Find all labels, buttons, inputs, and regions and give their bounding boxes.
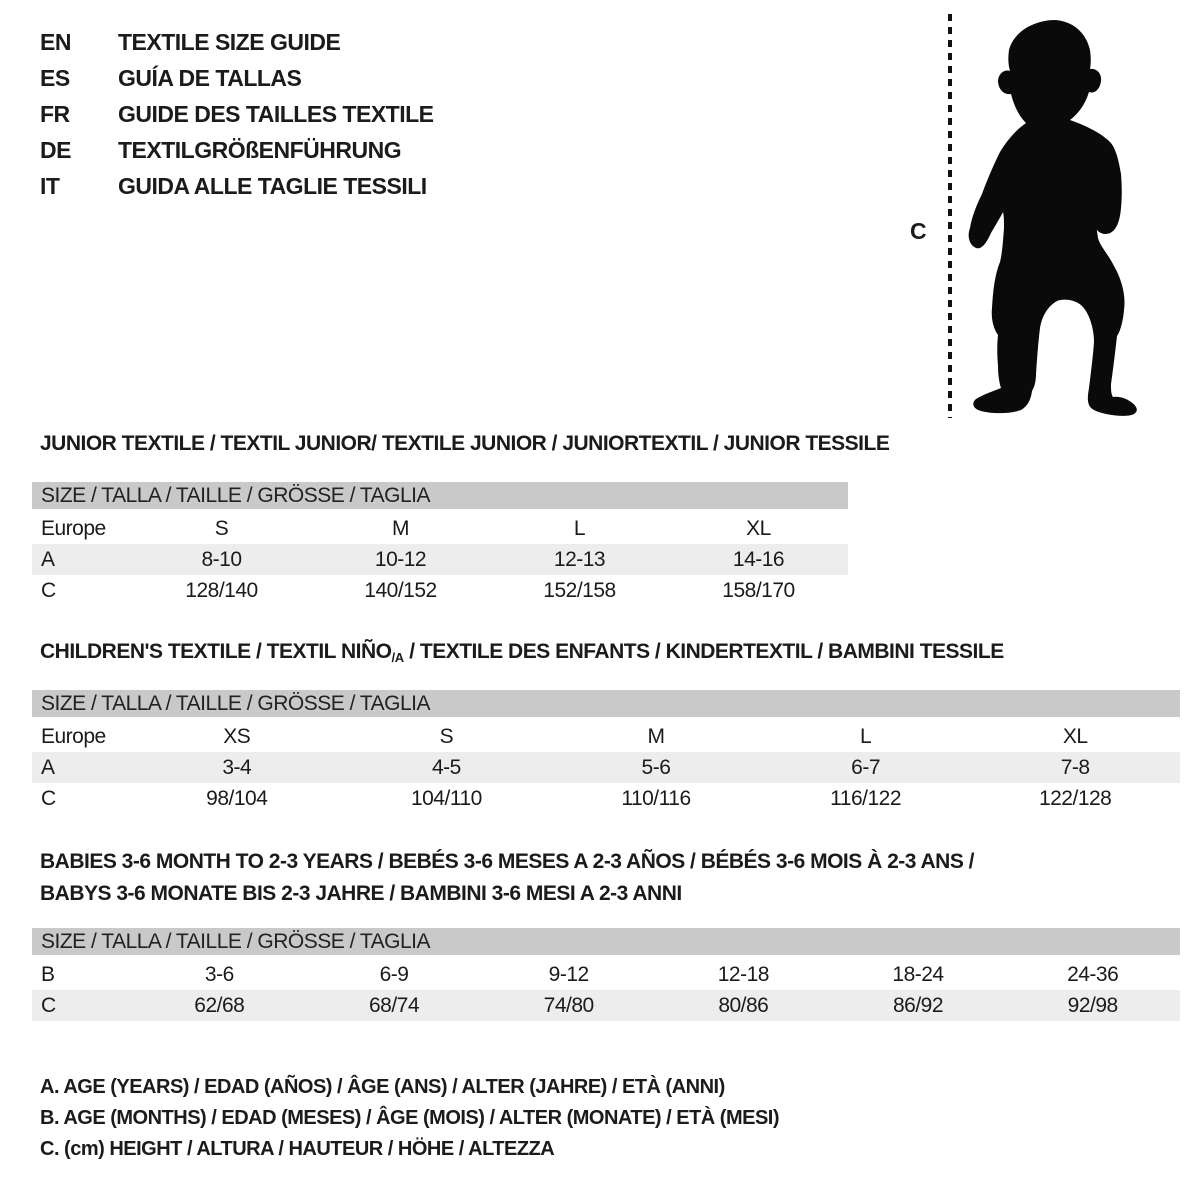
cell: 86/92 xyxy=(892,993,944,1017)
col-header: XS xyxy=(223,724,251,748)
table-row-age xyxy=(32,752,1180,783)
row-label: A xyxy=(41,755,55,779)
cell: 14-16 xyxy=(732,547,785,571)
section-title-junior: JUNIOR TEXTILE / TEXTIL JUNIOR/ TEXTILE JUNIOR / JUNIORTEXTIL / JUNIOR TESSILE xyxy=(40,432,890,455)
cell: 128/140 xyxy=(185,578,258,602)
cell: 74/80 xyxy=(543,993,594,1017)
page-title-es: GUÍA DE TALLAS xyxy=(118,64,302,91)
language-code: DE xyxy=(40,136,71,163)
table-header-row xyxy=(32,513,848,544)
language-code: ES xyxy=(40,64,70,91)
cell: 6-7 xyxy=(851,755,880,779)
col-header: S xyxy=(214,516,229,540)
cell: 18-24 xyxy=(892,962,944,986)
table-row-age xyxy=(32,544,848,575)
cell: 6-9 xyxy=(379,962,409,986)
cell: 98/104 xyxy=(206,786,268,810)
children-size-table xyxy=(32,690,1180,814)
row-label: B xyxy=(41,962,55,986)
row-label: Europe xyxy=(41,724,106,748)
footnote-b: B. AGE (MONTHS) / EDAD (MESES) / ÂGE (MOIS) / ALTER (MONATE) / ETÀ (MESI) xyxy=(40,1107,780,1129)
language-row xyxy=(40,168,434,204)
cell: 110/116 xyxy=(621,786,691,810)
page-title-en: TEXTILE SIZE GUIDE xyxy=(118,28,341,55)
footnote-c: C. (cm) HEIGHT / ALTURA / HAUTEUR / HÖHE / ALTEZZA xyxy=(40,1138,555,1160)
section-title-line2: BABYS 3-6 MONATE BIS 2-3 JAHRE / BAMBINI 3-6 MESI A 2-3 ANNI xyxy=(40,882,682,905)
table-row-height xyxy=(32,575,848,606)
cell: 7-8 xyxy=(1060,755,1090,779)
row-label: C xyxy=(41,786,56,810)
cell: 3-6 xyxy=(204,962,234,986)
table-row-age-months xyxy=(32,959,1180,990)
row-label: C xyxy=(41,993,56,1017)
footnote-a: A. AGE (YEARS) / EDAD (AÑOS) / ÂGE (ANS) / ALTER (JAHRE) / ETÀ (ANNI) xyxy=(40,1076,725,1098)
row-label: A xyxy=(41,547,55,571)
babies-size-table xyxy=(32,928,1180,1021)
title-subscript: /A xyxy=(391,650,404,665)
cell: 5-6 xyxy=(641,755,671,779)
col-header: L xyxy=(573,516,586,540)
language-code: EN xyxy=(40,28,71,55)
section-title-children: CHILDREN'S TEXTILE / TEXTIL $NIÑO_{/A}$ / TEXTILE DES ENFANTS / KINDERTEXTIL / BAMBINI TESSILE xyxy=(40,640,1004,665)
size-header-bar: SIZE / TALLA / TAILLE / GRÖSSE / TAGLIA xyxy=(32,690,1180,717)
cell: 92/98 xyxy=(1067,993,1118,1017)
page-title-de: TEXTILGRÖßENFÜHRUNG xyxy=(118,136,402,163)
cell: 152/158 xyxy=(543,578,616,602)
table-row-height xyxy=(32,990,1180,1021)
row-label: Europe xyxy=(41,516,106,540)
language-row xyxy=(40,132,434,168)
cell: 158/170 xyxy=(722,578,795,602)
height-marker-label: C xyxy=(910,218,927,244)
language-row xyxy=(40,60,434,96)
cell: 24-36 xyxy=(1067,962,1119,986)
cell: 116/122 xyxy=(830,786,901,810)
section-title-line1: BABIES 3-6 MONTH TO 2-3 YEARS / BEBÉS 3-6 MESES A 2-3 AÑOS / BÉBÉS 3-6 MOIS À 2-3 ANS / xyxy=(40,850,975,873)
cell: 9-12 xyxy=(548,962,589,986)
language-row xyxy=(40,24,434,60)
size-header-bar: SIZE / TALLA / TAILLE / GRÖSSE / TAGLIA xyxy=(32,928,1180,955)
cell: 3-4 xyxy=(222,755,252,779)
cell: 62/68 xyxy=(194,993,245,1017)
junior-size-table xyxy=(32,482,848,606)
table-header-row xyxy=(32,721,1180,752)
col-header: L xyxy=(859,724,872,748)
col-header: M xyxy=(647,724,665,748)
col-header: M xyxy=(392,516,409,540)
language-code: IT xyxy=(40,172,60,199)
col-header: XL xyxy=(746,516,771,540)
section-title-babies xyxy=(40,846,974,910)
cell: 12-13 xyxy=(553,547,606,571)
table-row-height xyxy=(32,783,1180,814)
cell: 80/86 xyxy=(718,993,769,1017)
legend-footnotes xyxy=(40,1072,779,1165)
cell: 122/128 xyxy=(1038,786,1112,810)
language-title-list xyxy=(40,24,434,204)
cell: 10-12 xyxy=(374,547,427,571)
language-row xyxy=(40,96,434,132)
cell: 12-18 xyxy=(717,962,769,986)
size-header-bar: SIZE / TALLA / TAILLE / GRÖSSE / TAGLIA xyxy=(32,482,848,509)
language-code: FR xyxy=(40,100,70,127)
cell: 4-5 xyxy=(431,755,461,779)
cell: 8-10 xyxy=(201,547,242,571)
page-title-it: GUIDA ALLE TAGLIE TESSILI xyxy=(118,172,427,199)
cell: 68/74 xyxy=(368,993,420,1017)
height-dashed-line xyxy=(948,14,952,418)
col-header: S xyxy=(439,724,454,748)
cell: 104/110 xyxy=(410,786,482,810)
col-header: XL xyxy=(1062,724,1088,748)
toddler-silhouette xyxy=(960,14,1138,418)
row-label: C xyxy=(41,578,56,602)
cell: 140/152 xyxy=(364,578,437,602)
page-title-fr: GUIDE DES TAILLES TEXTILE xyxy=(118,100,434,127)
